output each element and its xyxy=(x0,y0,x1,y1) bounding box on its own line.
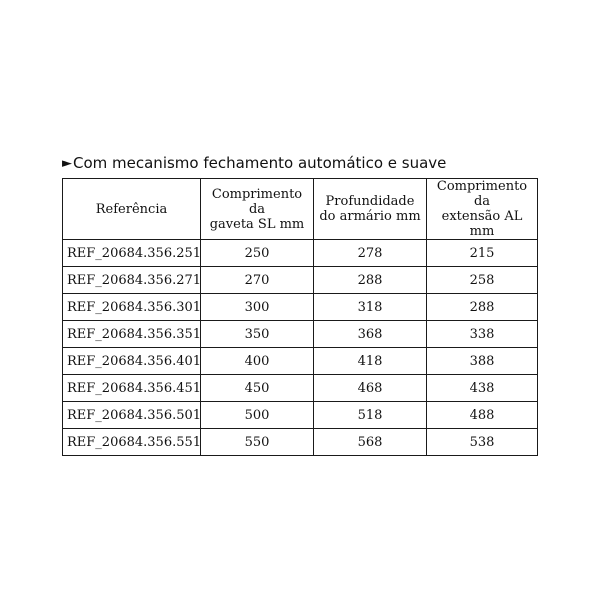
table-row xyxy=(63,402,538,429)
cell-cabinet-depth: 568 xyxy=(314,429,427,456)
header-label: Comprimento da xyxy=(211,186,303,217)
table-row xyxy=(63,429,538,456)
cell-cabinet-depth: 468 xyxy=(314,375,427,402)
cell-reference: REF_20684.356.401 xyxy=(63,348,201,375)
cell-cabinet-depth: 278 xyxy=(314,240,427,267)
cell-cabinet-depth: 418 xyxy=(314,348,427,375)
cell-drawer-length: 400 xyxy=(201,348,314,375)
table-row xyxy=(63,294,538,321)
cell-reference: REF_20684.356.451 xyxy=(63,375,201,402)
table-header-row xyxy=(63,179,538,240)
cell-cabinet-depth: 518 xyxy=(314,402,427,429)
cell-drawer-length: 500 xyxy=(201,402,314,429)
cell-drawer-length: 300 xyxy=(201,294,314,321)
cell-extension-length: 258 xyxy=(427,267,538,294)
cell-extension-length: 338 xyxy=(427,321,538,348)
table-row xyxy=(63,321,538,348)
cell-cabinet-depth: 288 xyxy=(314,267,427,294)
header-label: gaveta SL mm xyxy=(209,216,305,232)
spec-table xyxy=(62,178,538,456)
triangle-right-icon: ► xyxy=(62,155,72,171)
cell-reference: REF_20684.356.501 xyxy=(63,402,201,429)
cell-reference: REF_20684.356.271 xyxy=(63,267,201,294)
header-reference xyxy=(63,179,201,240)
section-heading xyxy=(62,154,446,172)
cell-extension-length: 488 xyxy=(427,402,538,429)
section-heading-text: Com mecanismo fechamento automático e suave xyxy=(73,154,447,172)
cell-drawer-length: 250 xyxy=(201,240,314,267)
header-label: extensão AL mm xyxy=(441,209,523,239)
header-label: Profundidade xyxy=(325,194,415,209)
header-label: do armário mm xyxy=(319,209,421,224)
cell-cabinet-depth: 318 xyxy=(314,294,427,321)
cell-extension-length: 215 xyxy=(427,240,538,267)
cell-drawer-length: 350 xyxy=(201,321,314,348)
cell-reference: REF_20684.356.351 xyxy=(63,321,201,348)
cell-drawer-length: 550 xyxy=(201,429,314,456)
cell-reference: REF_20684.356.251 xyxy=(63,240,201,267)
table-row xyxy=(63,267,538,294)
cell-extension-length: 288 xyxy=(427,294,538,321)
cell-extension-length: 438 xyxy=(427,375,538,402)
header-label: Comprimento da xyxy=(436,179,528,209)
cell-drawer-length: 270 xyxy=(201,267,314,294)
cell-cabinet-depth: 368 xyxy=(314,321,427,348)
cell-reference: REF_20684.356.301 xyxy=(63,294,201,321)
header-extension-length xyxy=(427,179,538,240)
table-row xyxy=(63,348,538,375)
header-cabinet-depth xyxy=(314,179,427,240)
table-row xyxy=(63,240,538,267)
table-row xyxy=(63,375,538,402)
cell-extension-length: 538 xyxy=(427,429,538,456)
cell-drawer-length: 450 xyxy=(201,375,314,402)
header-label: Referência xyxy=(95,201,168,217)
cell-reference: REF_20684.356.551 xyxy=(63,429,201,456)
header-drawer-length xyxy=(201,179,314,240)
cell-extension-length: 388 xyxy=(427,348,538,375)
